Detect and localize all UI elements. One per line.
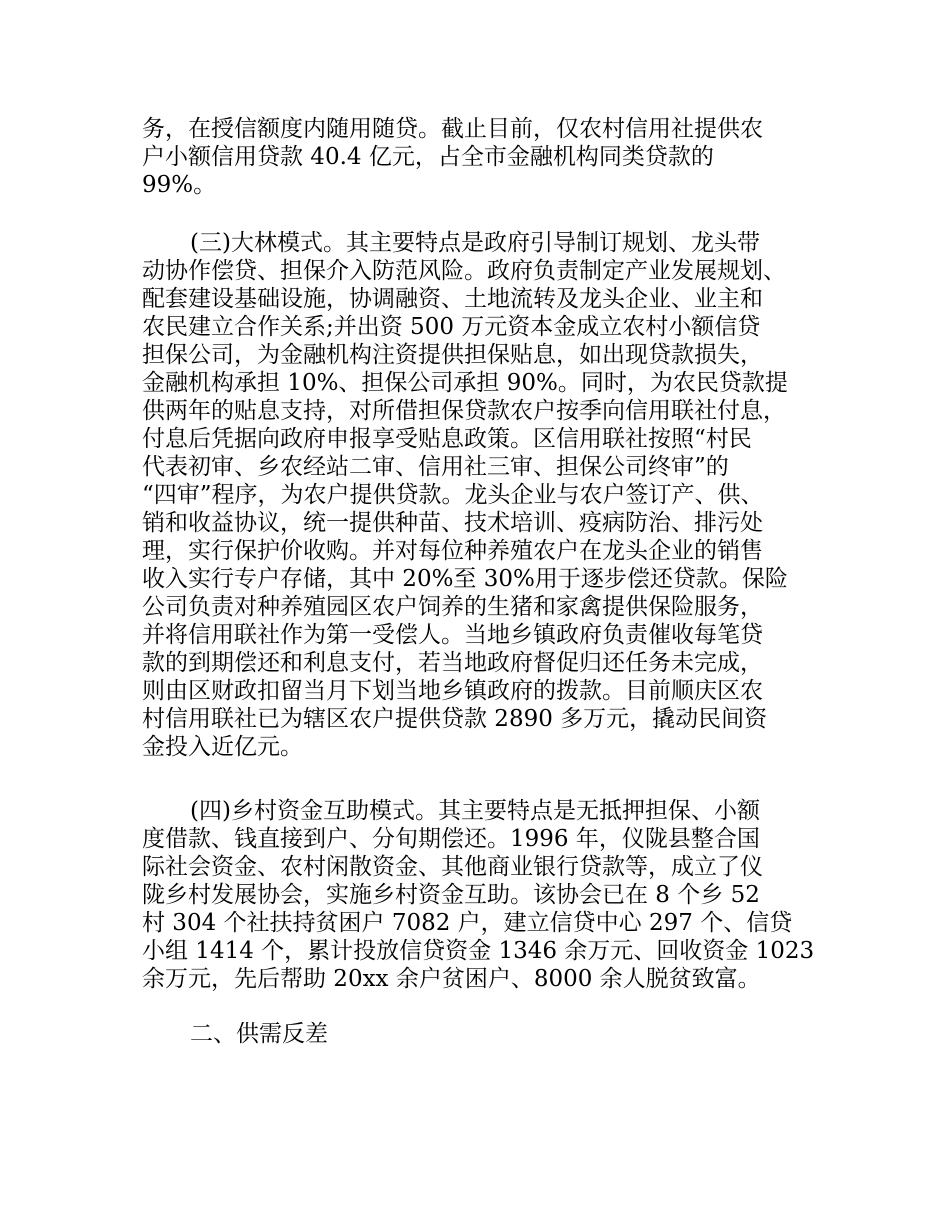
text-line: (四)乡村资金互助模式。其主要特点是无抵押担保、小额 [190,798,760,824]
text-line: 度借款、钱直接到户、分旬期偿还。1996 年，仪陇县整合国 [142,826,760,852]
text-line: 农民建立合作关系;并出资 500 万元资本金成立农村小额信贷 [142,314,761,340]
text-line: “四审”程序，为农户提供贷款。龙头企业与农户签订产、供、 [142,482,764,508]
text-line: 陇乡村发展协会，实施乡村资金互助。该协会已在 8 个乡 52 [142,882,760,908]
text-line: 小组 1414 个，累计投放信贷资金 1346 余万元、回收资金 1023 [142,938,815,964]
text-line: 则由区财政扣留当月下划当地乡镇政府的拨款。目前顺庆区农 [142,678,763,704]
section-heading: 二、供需反差 [190,1021,328,1047]
text-line: 金融机构承担 10%、担保公司承担 90%。同时，为农民贷款提 [142,370,788,396]
text-line: 公司负责对种养殖园区农户饲养的生猪和家禽提供保险服务， [142,594,763,620]
text-line: (三)大林模式。其主要特点是政府引导制订规划、龙头带 [190,230,760,256]
text-line: 代表初审、乡农经站二审、信用社三审、担保公司终审”的 [142,454,729,480]
text-line: 理，实行保护价收购。并对每位种养殖农户在龙头企业的销售 [142,538,763,564]
text-line: 户小额信用贷款 40.4 亿元，占全市金融机构同类贷款的 [142,144,714,170]
text-line: 村信用联社已为辖区农户提供贷款 2890 多万元，撬动民间资 [142,706,768,732]
text-line: 款的到期偿还和利息支付，若当地政府督促归还任务未完成， [142,650,763,676]
text-line: 务，在授信额度内随用随贷。截止目前，仅农村信用社提供农 [142,116,763,142]
text-line: 担保公司，为金融机构注资提供担保贴息，如出现贷款损失， [142,342,763,368]
text-line: 收入实行专户存储，其中 20%至 30%用于逐步偿还贷款。保险 [142,566,788,592]
text-line: 付息后凭据向政府申报享受贴息政策。区信用联社按照“村民 [142,426,752,452]
text-line: 村 304 个社扶持贫困户 7082 户，建立信贷中心 297 个、信贷 [142,910,793,936]
text-line: 供两年的贴息支持，对所借担保贷款农户按季向信用联社付息， [142,398,786,424]
text-line: 金投入近亿元。 [142,734,303,760]
text-line: 销和收益协议，统一提供种苗、技术培训、疫病防治、排污处 [142,510,763,536]
text-line: 配套建设基础设施，协调融资、土地流转及龙头企业、业主和 [142,286,763,312]
text-line: 动协作偿贷、担保介入防范风险。政府负责制定产业发展规划、 [142,258,786,284]
text-line: 99%。 [142,172,217,198]
text-line: 余万元，先后帮助 20xx 余户贫困户、8000 余人脱贫致富。 [142,966,761,992]
text-line: 并将信用联社作为第一受偿人。当地乡镇政府负责催收每笔贷 [142,622,763,648]
text-line: 际社会资金、农村闲散资金、其他商业银行贷款等，成立了仪 [142,854,763,880]
